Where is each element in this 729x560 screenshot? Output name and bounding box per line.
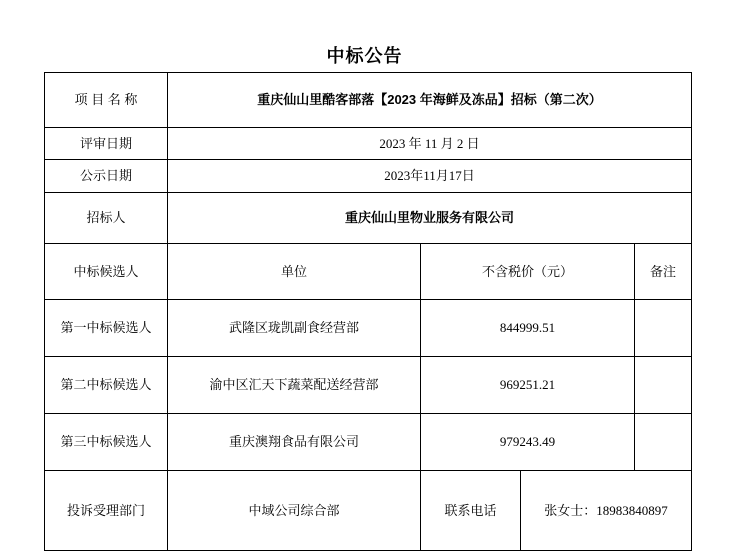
table-row-review-date	[45, 127, 691, 159]
header-candidate: 中标候选人	[73, 263, 139, 279]
candidate-1-company: 武隆区珑凯副食经营部	[167, 300, 420, 356]
candidates-header-row	[45, 243, 691, 299]
candidate-2-remark	[634, 357, 691, 413]
complaint-phone-value: 张女士：18983840897	[520, 471, 691, 550]
candidate-row-2	[45, 356, 691, 413]
bid-announcement-table	[44, 72, 692, 551]
project-name-value: 重庆仙山里酷客部落【2023 年海鲜及冻品】招标（第二次）	[167, 73, 691, 127]
review-date-value: 2023 年 11 月 2 日	[167, 128, 691, 159]
complaint-row	[45, 470, 691, 550]
candidate-2-rank: 第二中标候选人	[60, 377, 152, 393]
review-date-label: 评审日期	[79, 135, 132, 151]
candidate-row-1	[45, 299, 691, 356]
candidate-1-rank: 第一中标候选人	[60, 320, 152, 336]
table-row-tenderee	[45, 192, 691, 243]
tenderee-value: 重庆仙山里物业服务有限公司	[167, 193, 691, 243]
project-name-label: 项 目 名 称	[74, 92, 138, 108]
complaint-phone-label: 联系电话	[420, 471, 520, 550]
candidate-3-company: 重庆澳翔食品有限公司	[167, 414, 420, 470]
candidate-1-price: 844999.51	[420, 300, 634, 356]
candidate-3-price: 979243.49	[420, 414, 634, 470]
publicity-date-value: 2023年11月17日	[167, 160, 691, 192]
candidate-3-rank: 第三中标候选人	[60, 434, 152, 450]
table-row-publicity-date	[45, 159, 691, 192]
candidate-row-3	[45, 413, 691, 470]
table-row-project-name	[45, 73, 691, 127]
tenderee-label: 招标人	[86, 210, 126, 226]
publicity-date-label: 公示日期	[79, 168, 132, 184]
candidate-1-remark	[634, 300, 691, 356]
candidate-3-remark	[634, 414, 691, 470]
header-price: 不含税价（元）	[420, 244, 634, 299]
header-company: 单位	[167, 244, 420, 299]
complaint-department: 中域公司综合部	[167, 471, 420, 550]
header-remark: 备注	[634, 244, 691, 299]
complaint-label: 投诉受理部门	[66, 502, 145, 518]
candidate-2-price: 969251.21	[420, 357, 634, 413]
candidate-2-company: 渝中区汇天下蔬菜配送经营部	[167, 357, 420, 413]
page-title: 中标公告	[326, 46, 403, 66]
